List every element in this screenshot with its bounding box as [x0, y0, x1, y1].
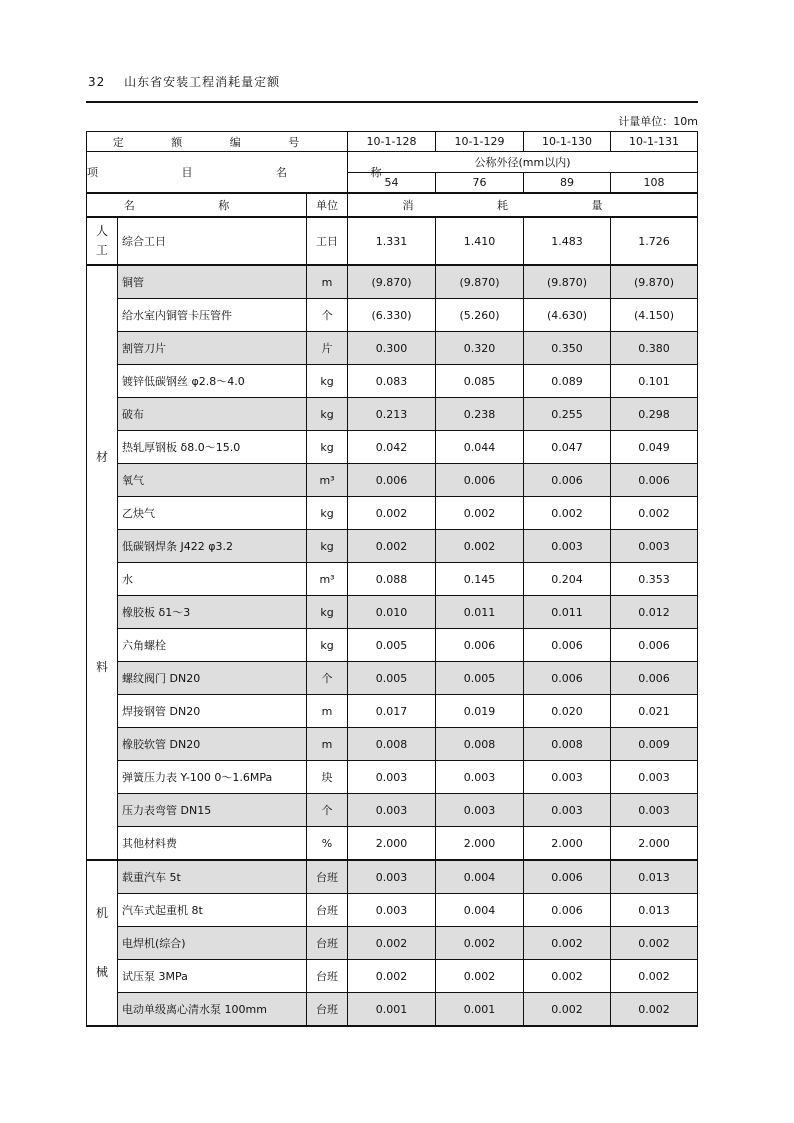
book-title: 山东省安装工程消耗量定额	[124, 75, 281, 89]
consumption-value: 0.002	[348, 530, 436, 563]
quota-number: 10-1-131	[611, 132, 698, 152]
consumption-value: 0.300	[348, 332, 436, 365]
consumption-value: 0.020	[524, 695, 611, 728]
materials-row	[87, 827, 698, 861]
resource-name: 橡胶板 δ1～3	[118, 596, 307, 629]
machinery-group-text-top: 机	[95, 905, 108, 920]
consumption-value: 0.145	[436, 563, 524, 596]
quota-no-label: 定 额 编 号	[87, 132, 348, 152]
resource-name: 乙炔气	[118, 497, 307, 530]
materials-row	[87, 695, 698, 728]
machinery-row	[87, 860, 698, 894]
consumption-value: 0.003	[611, 761, 698, 794]
materials-row	[87, 299, 698, 332]
machinery-group-label	[87, 860, 118, 1026]
resource-name: 给水室内铜管卡压管件	[118, 299, 307, 332]
machinery-group-text-bottom: 械	[95, 965, 108, 979]
consumption-value: 0.004	[436, 894, 524, 927]
consumption-value: 0.006	[524, 860, 611, 894]
consumption-value: (5.260)	[436, 299, 524, 332]
consumption-value: 0.213	[348, 398, 436, 431]
consumption-value: 0.006	[611, 629, 698, 662]
materials-row	[87, 728, 698, 761]
consumption-value: 0.009	[611, 728, 698, 761]
consumption-value: 0.002	[436, 497, 524, 530]
resource-unit: 块	[307, 761, 348, 794]
consumption-value: 0.089	[524, 365, 611, 398]
resource-unit: kg	[307, 530, 348, 563]
consumption-value: 0.005	[436, 662, 524, 695]
materials-row	[87, 265, 698, 299]
diameter-label: 公称外径(mm以内)	[348, 152, 698, 173]
consumption-value: 0.044	[436, 431, 524, 464]
unit-note: 计量单位：10m	[618, 115, 698, 128]
materials-row	[87, 629, 698, 662]
resource-unit: kg	[307, 497, 348, 530]
page-number: 32	[88, 75, 106, 89]
resource-name: 压力表弯管 DN15	[118, 794, 307, 827]
consumption-value: (9.870)	[611, 265, 698, 299]
consumption-value: 0.008	[348, 728, 436, 761]
materials-row	[87, 794, 698, 827]
name-col-label: 名 称	[87, 193, 307, 217]
consumption-value: 0.085	[436, 365, 524, 398]
resource-unit: %	[307, 827, 348, 861]
consumption-value: 0.002	[611, 497, 698, 530]
page-header	[88, 73, 698, 90]
consumption-value: 0.001	[348, 993, 436, 1027]
consumption-value: 0.013	[611, 894, 698, 927]
quota-table	[86, 131, 698, 1027]
materials-row	[87, 431, 698, 464]
consumption-value: 0.003	[524, 761, 611, 794]
resource-name: 铜管	[118, 265, 307, 299]
consumption-value: 1.331	[348, 217, 436, 265]
materials-row	[87, 365, 698, 398]
materials-row	[87, 596, 698, 629]
consumption-value: 0.005	[348, 629, 436, 662]
consumption-value: 0.003	[436, 761, 524, 794]
resource-name: 低碳钢焊条 J422 φ3.2	[118, 530, 307, 563]
consumption-value: 0.006	[524, 662, 611, 695]
resource-unit: 台班	[307, 894, 348, 927]
consumption-value: 0.101	[611, 365, 698, 398]
resource-name: 六角螺栓	[118, 629, 307, 662]
consumption-value: 0.006	[524, 629, 611, 662]
consumption-value: 0.003	[348, 860, 436, 894]
consumption-value: 0.003	[436, 794, 524, 827]
header-rule	[86, 101, 698, 103]
resource-unit: m	[307, 695, 348, 728]
consumption-value: 0.002	[524, 927, 611, 960]
resource-unit: 片	[307, 332, 348, 365]
consumption-value: 0.006	[436, 464, 524, 497]
consumption-value: 0.002	[524, 960, 611, 993]
materials-row	[87, 662, 698, 695]
consumption-value: 0.006	[348, 464, 436, 497]
consumption-value: 0.006	[611, 464, 698, 497]
consumption-value: 0.005	[348, 662, 436, 695]
consumption-value: (9.870)	[524, 265, 611, 299]
materials-row	[87, 464, 698, 497]
consumption-value: 0.013	[611, 860, 698, 894]
consumption-value: 2.000	[524, 827, 611, 861]
consumption-value: 0.012	[611, 596, 698, 629]
resource-name: 综合工日	[118, 217, 307, 265]
consumption-value: 0.003	[611, 530, 698, 563]
materials-row	[87, 398, 698, 431]
consumption-value: 0.011	[436, 596, 524, 629]
resource-name: 割管刀片	[118, 332, 307, 365]
consumption-value: 0.002	[348, 497, 436, 530]
consumption-value: 0.350	[524, 332, 611, 365]
consumption-value: 0.002	[348, 960, 436, 993]
column-header-row	[87, 193, 698, 217]
materials-row	[87, 497, 698, 530]
machinery-row	[87, 993, 698, 1027]
materials-row	[87, 761, 698, 794]
quota-number: 10-1-128	[348, 132, 436, 152]
resource-name: 破布	[118, 398, 307, 431]
consumption-value: 0.004	[436, 860, 524, 894]
consumption-value: 0.008	[436, 728, 524, 761]
resource-name: 试压泵 3MPa	[118, 960, 307, 993]
consumption-value: 0.002	[611, 993, 698, 1027]
diameter-value: 89	[524, 173, 611, 194]
consumption-value: 0.353	[611, 563, 698, 596]
consumption-value: 0.003	[611, 794, 698, 827]
consumption-value: 0.002	[436, 927, 524, 960]
consumption-value: 2.000	[348, 827, 436, 861]
consumption-value: (4.150)	[611, 299, 698, 332]
materials-row	[87, 563, 698, 596]
item-name-label: 项 目 名 称	[87, 152, 348, 194]
consumption-value: 2.000	[436, 827, 524, 861]
consumption-value: 0.380	[611, 332, 698, 365]
consumption-value: 0.002	[348, 927, 436, 960]
diameter-value: 108	[611, 173, 698, 194]
resource-unit: 台班	[307, 860, 348, 894]
consumption-value: 0.002	[611, 960, 698, 993]
consumption-value: 0.001	[436, 993, 524, 1027]
resource-unit: 个	[307, 299, 348, 332]
consumption-value: 0.049	[611, 431, 698, 464]
consumption-value: 1.410	[436, 217, 524, 265]
consumption-value: 0.021	[611, 695, 698, 728]
materials-row	[87, 332, 698, 365]
consumption-value: 0.002	[524, 993, 611, 1027]
resource-unit: kg	[307, 431, 348, 464]
resource-name: 螺纹阀门 DN20	[118, 662, 307, 695]
resource-unit: m³	[307, 464, 348, 497]
consumption-value: 0.042	[348, 431, 436, 464]
consumption-value: (4.630)	[524, 299, 611, 332]
consumption-value: 0.047	[524, 431, 611, 464]
consumption-value: 0.320	[436, 332, 524, 365]
machinery-row	[87, 960, 698, 993]
diameter-label-row	[87, 152, 698, 173]
consumption-value: 2.000	[611, 827, 698, 861]
resource-name: 汽车式起重机 8t	[118, 894, 307, 927]
materials-row	[87, 530, 698, 563]
resource-name: 载重汽车 5t	[118, 860, 307, 894]
consumption-value: 0.017	[348, 695, 436, 728]
consumption-value: 0.008	[524, 728, 611, 761]
consumption-value: 0.003	[348, 894, 436, 927]
consumption-value: 1.726	[611, 217, 698, 265]
resource-unit: kg	[307, 596, 348, 629]
consumption-value: (9.870)	[348, 265, 436, 299]
unit-col-label: 单位	[307, 193, 348, 217]
consumption-value: 0.002	[436, 530, 524, 563]
resource-unit: 个	[307, 794, 348, 827]
labor-group-text: 人工	[96, 223, 109, 257]
consumption-value: (6.330)	[348, 299, 436, 332]
resource-unit: 工日	[307, 217, 348, 265]
resource-unit: 台班	[307, 960, 348, 993]
consumption-value: 0.010	[348, 596, 436, 629]
machinery-row	[87, 894, 698, 927]
quota-number-row	[87, 132, 698, 152]
consumption-value: 0.003	[524, 794, 611, 827]
consumption-value: 0.238	[436, 398, 524, 431]
resource-unit: kg	[307, 629, 348, 662]
machinery-row	[87, 927, 698, 960]
resource-name: 其他材料费	[118, 827, 307, 861]
consumption-value: 0.002	[436, 960, 524, 993]
consumption-value: 0.298	[611, 398, 698, 431]
consumption-value: (9.870)	[436, 265, 524, 299]
consumption-value: 0.006	[611, 662, 698, 695]
resource-name: 水	[118, 563, 307, 596]
resource-name: 热轧厚钢板 δ8.0～15.0	[118, 431, 307, 464]
resource-unit: m	[307, 265, 348, 299]
resource-name: 氧气	[118, 464, 307, 497]
consumption-value: 1.483	[524, 217, 611, 265]
diameter-value: 54	[348, 173, 436, 194]
consumption-value: 0.088	[348, 563, 436, 596]
consumption-value: 0.002	[524, 497, 611, 530]
resource-name: 镀锌低碳钢丝 φ2.8～4.0	[118, 365, 307, 398]
resource-name: 电焊机(综合)	[118, 927, 307, 960]
consumption-value: 0.006	[436, 629, 524, 662]
resource-name: 焊接钢管 DN20	[118, 695, 307, 728]
resource-unit: m³	[307, 563, 348, 596]
consumption-value: 0.083	[348, 365, 436, 398]
resource-name: 弹簧压力表 Y-100 0～1.6MPa	[118, 761, 307, 794]
resource-unit: kg	[307, 365, 348, 398]
consumption-value: 0.006	[524, 464, 611, 497]
consumption-value: 0.204	[524, 563, 611, 596]
labor-row	[87, 217, 698, 265]
consumption-value: 0.011	[524, 596, 611, 629]
resource-unit: 台班	[307, 927, 348, 960]
consumption-label: 消 耗 量	[348, 193, 698, 217]
consumption-value: 0.002	[611, 927, 698, 960]
consumption-value: 0.003	[348, 761, 436, 794]
resource-unit: kg	[307, 398, 348, 431]
consumption-value: 0.255	[524, 398, 611, 431]
quota-number: 10-1-129	[436, 132, 524, 152]
resource-unit: m	[307, 728, 348, 761]
resource-name: 电动单级离心清水泵 100mm	[118, 993, 307, 1027]
consumption-value: 0.019	[436, 695, 524, 728]
consumption-value: 0.003	[348, 794, 436, 827]
resource-unit: 个	[307, 662, 348, 695]
resource-unit: 台班	[307, 993, 348, 1027]
consumption-value: 0.006	[524, 894, 611, 927]
materials-group-label	[87, 265, 118, 860]
resource-name: 橡胶软管 DN20	[118, 728, 307, 761]
consumption-value: 0.003	[524, 530, 611, 563]
diameter-value: 76	[436, 173, 524, 194]
quota-number: 10-1-130	[524, 132, 611, 152]
labor-group-label	[87, 217, 118, 265]
materials-group-text-top: 材	[95, 450, 108, 465]
materials-group-text-bottom: 料	[95, 659, 108, 674]
